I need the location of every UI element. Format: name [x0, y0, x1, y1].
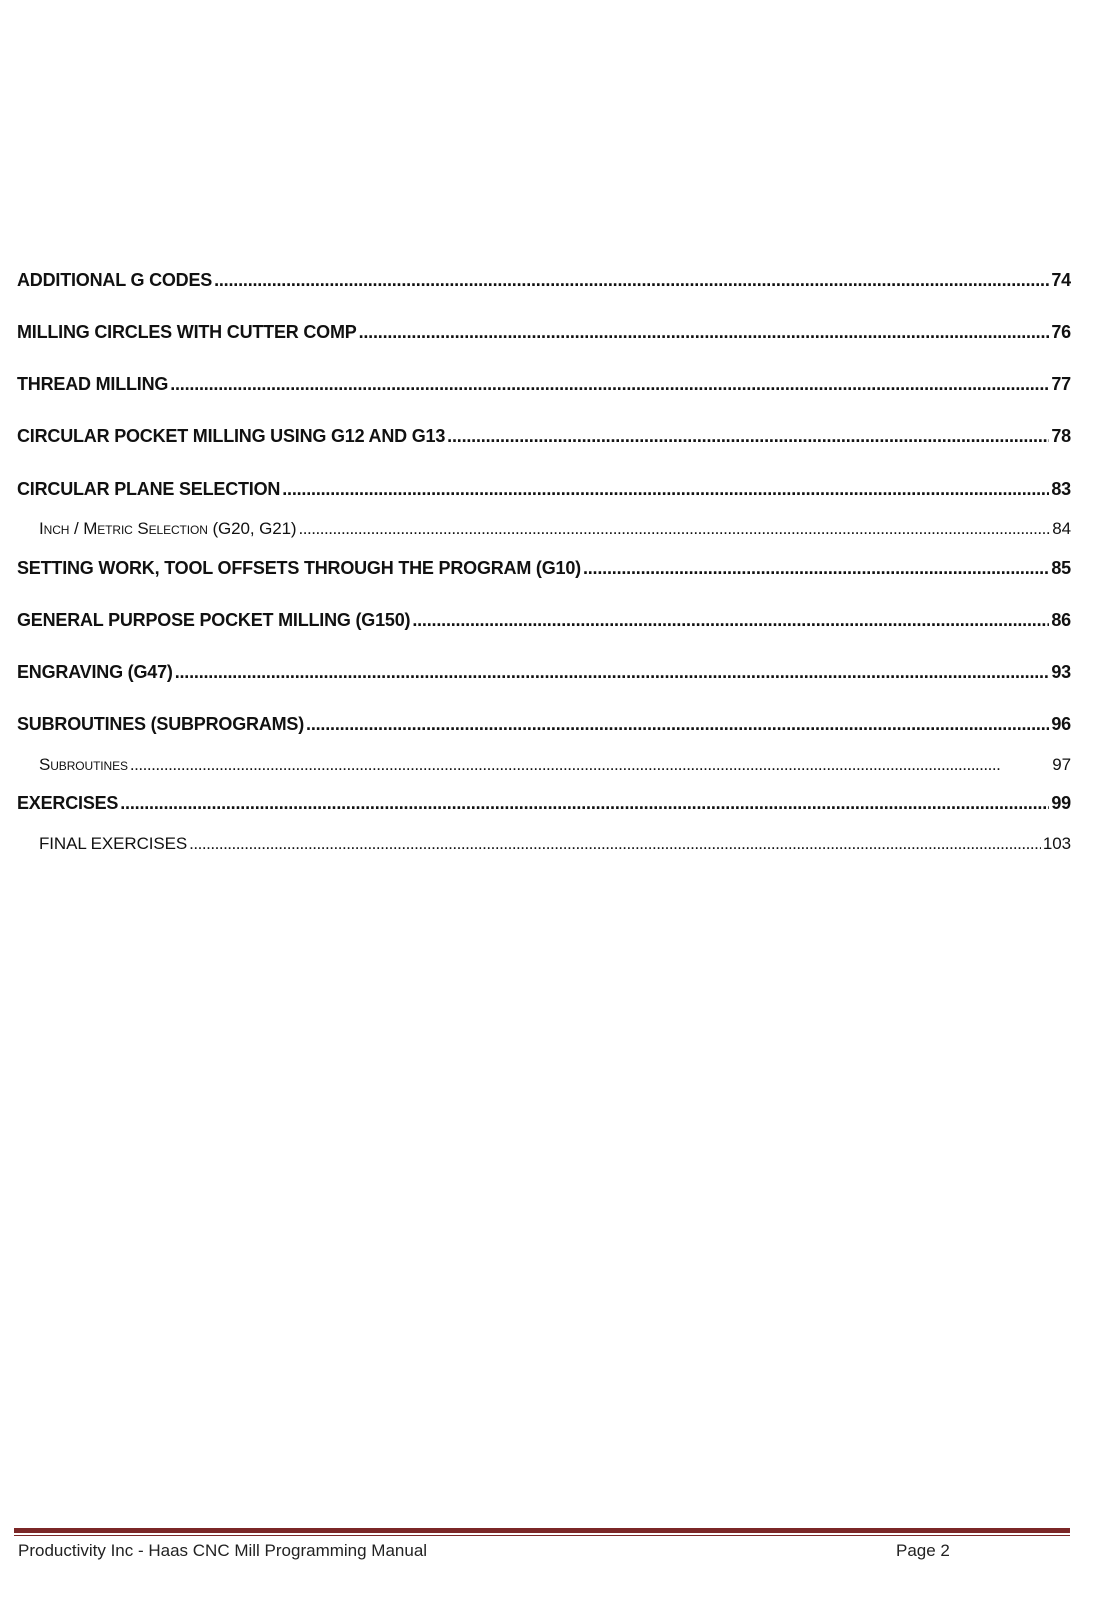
toc-entry-title: SETTING WORK, TOOL OFFSETS THROUGH THE PROGRAM (G10) [17, 558, 581, 578]
toc-dot-leader [447, 426, 1049, 447]
toc-entry-inch-metric-selection[interactable] [17, 519, 1071, 539]
toc-entry-engraving[interactable] [17, 662, 1071, 683]
toc-entry-page: 85 [1051, 558, 1071, 578]
toc-entry-exercises[interactable] [17, 793, 1071, 814]
toc-entry-page: 86 [1051, 610, 1071, 630]
toc-entry-title: Subroutines [39, 755, 128, 774]
toc-entry-page: 97 [1052, 755, 1071, 774]
toc-entry-title: CIRCULAR PLANE SELECTION [17, 479, 281, 499]
toc-entry-title: GENERAL PURPOSE POCKET MILLING (G150) [17, 610, 411, 630]
toc-entry-title: ENGRAVING (G47) [17, 662, 173, 682]
toc-entry-title: MILLING CIRCLES WITH CUTTER COMP [17, 322, 357, 342]
toc-entry-subroutines[interactable] [17, 755, 1071, 775]
toc-entry-title: THREAD MILLING [17, 374, 169, 394]
toc-entry-circular-plane-selection[interactable] [17, 479, 1071, 500]
toc-entry-page: 84 [1052, 519, 1071, 538]
toc-dot-leader [170, 374, 1049, 395]
toc-entry-milling-circles[interactable] [17, 322, 1071, 343]
toc-entry-page: 77 [1051, 374, 1071, 394]
toc-dot-leader [282, 479, 1049, 500]
toc-entry-title: SUBROUTINES (SUBPROGRAMS) [17, 714, 305, 734]
toc-dot-leader [214, 270, 1049, 291]
toc-entry-page: 74 [1051, 270, 1071, 290]
toc-dot-leader [175, 662, 1050, 683]
toc-dot-leader [189, 834, 1041, 854]
toc-entry-page: 76 [1051, 322, 1071, 342]
toc-entry-page: 78 [1051, 426, 1071, 446]
toc-dot-leader [306, 714, 1049, 735]
toc-entry-page: 96 [1051, 714, 1071, 734]
toc-dot-leader [412, 610, 1049, 631]
toc-entry-title: ADDITIONAL G CODES [17, 270, 213, 290]
footer-document-title: Productivity Inc - Haas CNC Mill Programming Manual [18, 1541, 428, 1560]
toc-dot-leader [583, 558, 1049, 579]
toc-entry-page: 99 [1051, 793, 1071, 813]
footer-rule-thin [14, 1535, 1070, 1536]
toc-entry-subroutines-subprograms[interactable] [17, 714, 1071, 735]
toc-entry-additional-g-codes[interactable] [17, 270, 1071, 291]
toc-entry-title: EXERCISES [17, 793, 119, 813]
toc-entry-setting-work-tool-offsets[interactable] [17, 558, 1071, 579]
footer-rule-thick [14, 1528, 1070, 1533]
toc-entry-general-purpose-pocket-milling[interactable] [17, 610, 1071, 631]
toc-entry-page: 83 [1051, 479, 1071, 499]
toc-entry-title: CIRCULAR POCKET MILLING USING G12 AND G13 [17, 426, 446, 446]
toc-entry-circular-pocket-milling[interactable] [17, 426, 1071, 447]
toc-dot-leader [130, 755, 1050, 775]
toc-entry-page: 103 [1042, 834, 1071, 853]
toc-entry-page: 93 [1051, 662, 1071, 682]
toc-entry-thread-milling[interactable] [17, 374, 1071, 395]
table-of-contents [17, 0, 1071, 900]
toc-entry-title: Inch / Metric Selection (G20, G21) [39, 519, 297, 538]
footer-page-number: Page 2 [896, 1541, 950, 1560]
toc-dot-leader [298, 519, 1050, 539]
toc-entry-title: FINAL EXERCISES [39, 834, 188, 853]
toc-dot-leader [120, 793, 1049, 814]
toc-dot-leader [359, 322, 1050, 343]
toc-entry-final-exercises[interactable] [17, 834, 1071, 854]
